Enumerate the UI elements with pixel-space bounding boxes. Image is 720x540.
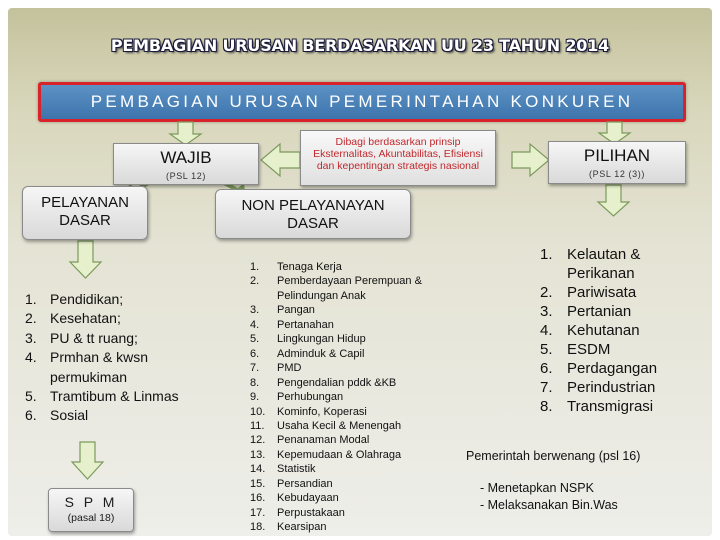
banner-label: PEMBAGIAN URUSAN PEMERINTAHAN KONKUREN	[90, 92, 634, 111]
wajib-article: (PSL 12)	[166, 171, 206, 181]
arrow-down-wajib	[170, 122, 201, 145]
wajib-box	[113, 143, 259, 185]
spm-box	[48, 488, 134, 532]
list-item: 18. Kearsipan	[250, 521, 327, 534]
criteria-box	[300, 130, 496, 186]
list-item: 5. Tramtibum & Linmas	[25, 388, 179, 405]
non-pelayanan-dasar-list	[250, 260, 460, 535]
pelayanan-dasar-list	[25, 290, 190, 426]
arrow-left-wajib	[261, 144, 300, 176]
pilihan-box	[548, 141, 686, 184]
list-item: 15. Persandian	[250, 477, 333, 490]
non-pelayanan-dasar-box	[215, 189, 411, 239]
list-item: 2. Kesehatan;	[25, 310, 121, 327]
slide-title: PEMBAGIAN URUSAN BERDASARKAN UU 23 TAHUN 2014	[110, 36, 610, 55]
list-item: 14. Statistik	[250, 463, 316, 476]
pelayanan-dasar-box	[22, 186, 148, 240]
list-item: 3. Pangan	[250, 304, 315, 317]
list-item: 11. Usaha Kecil & Menengah	[250, 419, 402, 432]
list-item: 5. ESDM	[540, 341, 611, 358]
list-item: 3. PU & tt ruang;	[25, 329, 138, 346]
pelayanan-dasar-label: PELAYANAN DASAR	[41, 194, 129, 229]
list-item: 1. Pendidikan;	[25, 291, 124, 307]
arrow-down-spm	[72, 442, 103, 479]
arrow-down-pilihan-list	[598, 185, 629, 216]
list-item: 12. Penanaman Modal	[250, 434, 370, 447]
list-item: 2. Pemberdayaan Perempuan & Pelindungan Anak	[250, 275, 422, 302]
list-item: 6. Adminduk & Capil	[250, 347, 365, 360]
list-item: 1. Tenaga Kerja	[250, 261, 342, 273]
list-item: 17. Perpustakaan	[250, 506, 345, 519]
authority-note: Pemerintah berwenang (psl 16)	[466, 449, 641, 463]
list-item: 1. Kelautan & Perikanan	[540, 246, 641, 282]
list-item: 10. Kominfo, Koperasi	[250, 405, 367, 418]
list-item: 4. Kehutanan	[540, 322, 640, 339]
list-item: 8. Transmigrasi	[540, 398, 654, 415]
list-item: 8. Pengendalian pddk &KB	[250, 376, 397, 389]
list-item: 4. Prmhan & kwsn permukiman	[25, 349, 149, 385]
list-item: 2. Pariwisata	[540, 284, 637, 301]
list-item: 6. Sosial	[25, 407, 89, 424]
spm-article: (pasal 18)	[67, 512, 115, 524]
pilihan-article: (PSL 12 (3))	[589, 169, 645, 179]
spm-label: S P M	[64, 494, 118, 510]
pilihan-list	[540, 245, 700, 416]
list-item: 6. Perdagangan	[540, 360, 658, 377]
list-item: 3. Pertanian	[540, 303, 632, 320]
non-pelayanan-dasar-label: NON PELAYANAYAN DASAR	[241, 197, 385, 232]
authority-bullet-nspk: - Menetapkan NSPK	[480, 481, 594, 495]
list-item: 7. PMD	[250, 362, 302, 375]
list-item: 5. Lingkungan Hidup	[250, 333, 366, 346]
criteria-text: Dibagi berdasarkan prinsip Eksternalitas, Akuntabilitas, Efisiensi dan kepentingan strategis nasional	[313, 136, 483, 173]
authority-bullet-binwas: - Melaksanakan Bin.Was	[480, 498, 618, 512]
list-item: 9. Perhubungan	[250, 391, 344, 404]
arrow-right-pilihan	[512, 144, 549, 176]
list-item: 7. Perindustrian	[540, 379, 656, 396]
list-item: 13. Kepemudaan & Olahraga	[250, 448, 402, 461]
list-item: 16. Kebudayaan	[250, 492, 339, 505]
arrow-down-pd-list	[70, 241, 101, 278]
pilihan-label: PILIHAN	[583, 146, 651, 165]
wajib-label: WAJIB	[160, 148, 212, 167]
list-item: 4. Pertanahan	[250, 318, 334, 331]
